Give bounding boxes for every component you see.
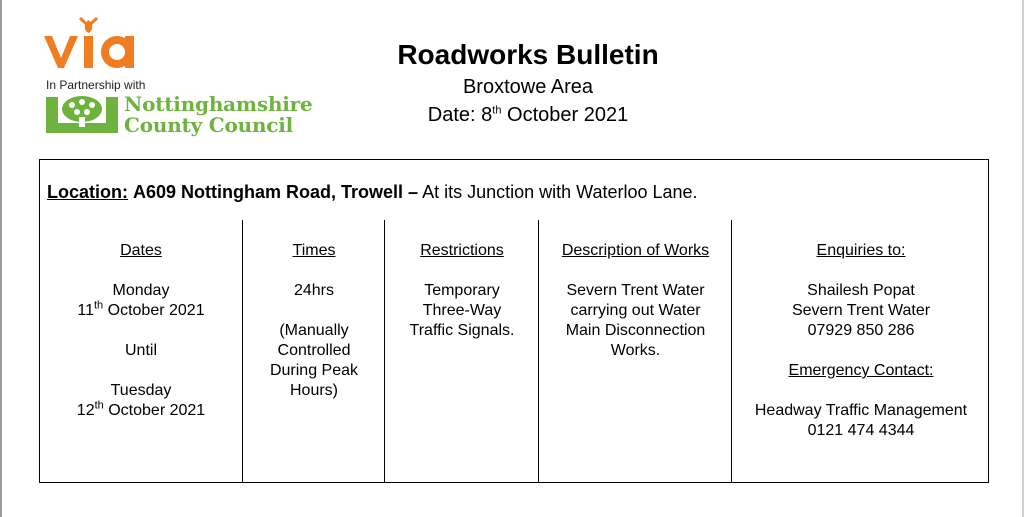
page-title: Roadworks Bulletin bbox=[397, 39, 659, 70]
start-date-ordinal: th bbox=[94, 299, 104, 312]
council-name-line2: County Council bbox=[124, 113, 294, 137]
times-heading: Times bbox=[292, 242, 336, 259]
partnership-text: In Partnership with bbox=[46, 78, 146, 92]
restrictions-line: Temporary bbox=[424, 282, 500, 299]
location-detail: At its Junction with Waterloo Lane. bbox=[422, 182, 698, 202]
times-note-line: (Manually bbox=[279, 322, 349, 339]
emergency-organisation: Headway Traffic Management bbox=[754, 402, 968, 419]
bulletin-header bbox=[318, 38, 738, 128]
times-note-line: During Peak bbox=[269, 362, 359, 379]
page-edge-left bbox=[0, 0, 2, 517]
start-day: Monday bbox=[112, 282, 170, 299]
end-date-rest: October 2021 bbox=[103, 402, 206, 419]
contact-name: Shailesh Popat bbox=[807, 282, 915, 299]
start-date-num: 11 bbox=[77, 302, 94, 319]
date-suffix: October 2021 bbox=[501, 104, 629, 126]
restrictions-line: Traffic Signals. bbox=[409, 322, 515, 339]
location-label: Location: bbox=[47, 182, 128, 202]
location-road: A609 Nottingham Road, Trowell – bbox=[133, 182, 419, 202]
council-name-line1: Nottinghamshire bbox=[124, 92, 313, 116]
description-line: Severn Trent Water bbox=[566, 282, 705, 299]
restrictions-heading: Restrictions bbox=[420, 242, 504, 259]
emergency-heading: Emergency Contact: bbox=[788, 362, 934, 379]
times-hours: 24hrs bbox=[293, 282, 335, 299]
end-day: Tuesday bbox=[110, 382, 172, 399]
council-emblem-icon bbox=[44, 93, 120, 135]
start-date bbox=[40, 301, 242, 321]
contact-phone: 07929 850 286 bbox=[807, 322, 915, 339]
start-date-rest: October 2021 bbox=[103, 302, 205, 319]
restrictions-column bbox=[384, 220, 539, 483]
council-name bbox=[124, 94, 313, 136]
restrictions-line: Three-Way bbox=[422, 302, 502, 319]
roadworks-table bbox=[39, 159, 989, 483]
location-row bbox=[47, 182, 698, 203]
date-prefix: Date: 8 bbox=[427, 104, 493, 126]
description-line: Works. bbox=[610, 342, 661, 359]
times-column bbox=[242, 220, 385, 483]
times-note-line: Hours) bbox=[289, 382, 338, 399]
dates-heading: Dates bbox=[120, 242, 162, 259]
description-line: Main Disconnection bbox=[565, 322, 706, 339]
end-date-ordinal: th bbox=[94, 399, 104, 412]
date-ordinal: th bbox=[492, 104, 502, 117]
description-heading: Description of Works bbox=[561, 242, 710, 259]
description-column bbox=[538, 220, 732, 483]
emergency-phone: 0121 474 4344 bbox=[807, 422, 915, 439]
dates-column bbox=[40, 220, 242, 483]
via-logo bbox=[42, 16, 146, 72]
end-date-num: 12 bbox=[76, 402, 95, 419]
times-note-line: Controlled bbox=[277, 342, 351, 359]
until-label: Until bbox=[124, 342, 157, 359]
bulletin-date bbox=[318, 102, 738, 128]
enquiries-heading: Enquiries to: bbox=[816, 242, 906, 259]
enquiries-column bbox=[731, 220, 990, 483]
area-name: Broxtowe Area bbox=[462, 76, 594, 98]
contact-organisation: Severn Trent Water bbox=[791, 302, 931, 319]
end-date bbox=[40, 401, 242, 421]
description-line: carrying out Water bbox=[570, 302, 701, 319]
